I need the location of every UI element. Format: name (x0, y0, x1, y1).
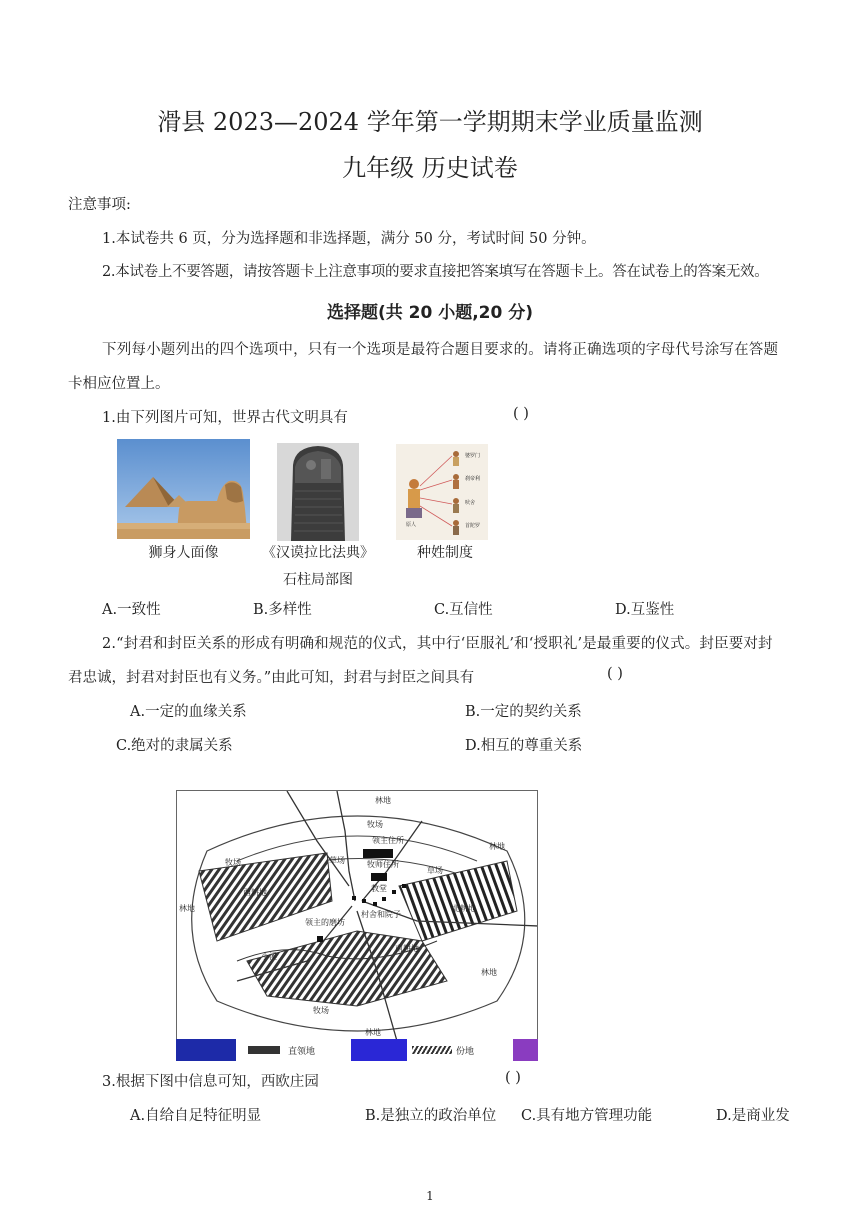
question-2-stem: 2.“封君和封臣关系的形成有明确和规范的仪式，其中行‘臣服礼’和‘授职礼’是最重要的仪式。封臣要对封 (102, 636, 773, 652)
option: A.一致性 (102, 602, 161, 618)
manor-map (176, 790, 538, 1061)
map-label: 草场 (329, 856, 345, 865)
map-legend (176, 1039, 538, 1061)
answer-bracket: ( ) (607, 666, 623, 682)
map-label: 村舍和院子 (361, 910, 401, 919)
map-label: 林地 (481, 968, 497, 977)
option: B.多样性 (253, 602, 312, 618)
option: B.一定的契约关系 (465, 704, 582, 720)
note-item: 1.本试卷共 6 页，分为选择题和非选择题，满分 50 分，考试时间 50 分钟。 (102, 231, 596, 247)
option: D.相互的尊重关系 (465, 738, 583, 754)
question-3-stem: 3.根据下图中信息可知，西欧庄园 (102, 1074, 319, 1090)
map-label: 领主住所 (372, 836, 404, 845)
caste-label: 吠舍 (465, 500, 476, 506)
map-label: 牧场 (367, 820, 383, 829)
image-caption: 石柱局部图 (283, 572, 353, 588)
image-caption: 种姓制度 (417, 545, 473, 561)
map-label: 南耕地 (395, 944, 419, 953)
section-intro: 下列每小题列出的四个选项中，只有一个选项是最符合题目要求的。请将正确选项的字母代号涂写在答题 (102, 342, 779, 358)
option: C.绝对的隶属关系 (116, 738, 233, 754)
caste-label: 婆罗门 (465, 453, 481, 459)
option: D.互鉴性 (615, 602, 675, 618)
map-label: 小溪 (261, 952, 277, 961)
map-label: 林地 (365, 1028, 381, 1037)
map-label: 林地 (489, 842, 505, 851)
map-label: 牧场 (313, 1006, 329, 1015)
image-caption: 狮身人面像 (148, 545, 219, 561)
map-label: 教堂 (371, 884, 387, 893)
answer-bracket: ( ) (513, 406, 529, 422)
option: C.具有地方管理功能 (521, 1108, 653, 1124)
section-title: 选择题(共 20 小题,20 分) (326, 303, 534, 323)
option: A.自给自足特征明显 (130, 1108, 262, 1124)
page-number: 1 (426, 1189, 434, 1203)
hammurabi-stele-photo (277, 443, 359, 541)
caste-system-chart (396, 444, 488, 540)
map-label: 西耕地 (243, 888, 267, 897)
image-caption: 《汉谟拉比法典》 (262, 545, 374, 561)
caste-label: 首陀罗 (465, 523, 481, 529)
map-label: 草场 (427, 866, 443, 875)
map-label: 林地 (375, 796, 391, 805)
sphinx-photo (117, 439, 250, 539)
map-label: 牧场 (225, 858, 241, 867)
option: D.是商业发 (716, 1108, 790, 1124)
question-2-stem: 君忠诚，封君对封臣也有义务。”由此可知，封君与封臣之间具有 (68, 670, 475, 686)
notes-heading: 注意事项: (68, 197, 131, 213)
option: B.是独立的政治单位 (365, 1108, 497, 1124)
option: A.一定的血缘关系 (130, 704, 247, 720)
caste-label: 原人 (406, 522, 417, 528)
note-item: 2.本试卷上不要答题，请按答题卡上注意事项的要求直接把答案填写在答题卡上。答在试卷上的答案无效。 (102, 264, 769, 280)
legend-holding: 份地 (456, 1047, 475, 1057)
map-label: 北耕地 (452, 904, 476, 913)
map-label: 林地 (179, 904, 195, 913)
option: C.互信性 (434, 602, 493, 618)
section-intro: 卡相应位置上。 (68, 376, 170, 392)
caste-label: 刹帝利 (465, 476, 481, 482)
legend-demesne: 直领地 (288, 1047, 316, 1057)
question-1-stem: 1.由下列图片可知，世界古代文明具有 (102, 410, 348, 426)
map-label: 领主的磨坊 (305, 918, 345, 927)
answer-bracket: ( ) (505, 1070, 521, 1086)
exam-subtitle: 九年级 历史试卷 (342, 154, 518, 182)
map-label: 牧师住所 (367, 860, 399, 869)
exam-title: 滑县 2023—2024 学年第一学期期末学业质量监测 (157, 108, 703, 136)
